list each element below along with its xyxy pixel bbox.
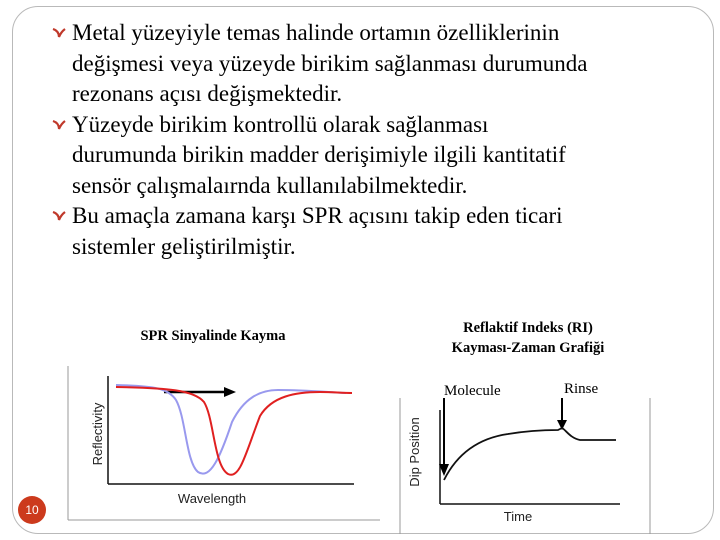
reflectivity-axis-label: Reflectivity — [90, 402, 105, 466]
left-figure-caption: SPR Sinyalinde Kayma — [140, 328, 286, 344]
bullet-line: Yüzeyde birikim kontrollü olarak sağlanması — [72, 111, 489, 137]
bullet-item-2 — [52, 110, 672, 202]
spr-curve-after — [116, 387, 352, 475]
wavelength-axis-label: Wavelength — [177, 491, 247, 506]
right-figure-caption — [408, 318, 648, 358]
bullet-line: sistemler geliştirilmiştir. — [72, 233, 296, 259]
time-axis-label: Time — [503, 509, 533, 524]
bullet-line: Metal yüzeyiyle temas halinde ortamın özelliklerinin — [72, 20, 560, 45]
bullet-icon — [52, 210, 66, 223]
bullet-item-3 — [52, 201, 672, 262]
dip-position-curve — [444, 428, 616, 480]
bullet-line: durumunda birikin madder derişimiyle ilgili kantitatif — [72, 142, 566, 167]
bullet-icon — [52, 119, 66, 132]
right-caption-line-2: Kayması-Zaman Grafiği — [451, 340, 605, 356]
spr-shift-figure — [64, 362, 380, 524]
bullet-line: sensör çalışmalaırnda kullanılabilmektedir. — [72, 172, 468, 198]
bullet-icon — [52, 27, 66, 40]
right-caption-line-1: Reflaktif Indeks (RI) — [463, 320, 593, 336]
dip-position-figure — [398, 398, 654, 534]
dip-position-axis-label: Dip Position — [407, 417, 422, 487]
bullet-list — [52, 18, 672, 262]
slide-number-badge: 10 — [18, 496, 46, 524]
bullet-line: rezonans açısı değişmektedir. — [72, 81, 343, 106]
rinse-label: Rinse — [564, 381, 599, 397]
molecule-label: Molecule — [444, 383, 501, 399]
bullet-line: değişmesi veya yüzeyde birikim sağlanması durumunda — [72, 50, 588, 76]
bullet-line: Bu amaçla zamana karşı SPR açısını takip eden ticari — [72, 203, 563, 228]
spr-curve-before — [116, 385, 346, 474]
bullet-item-1 — [52, 18, 672, 110]
shift-arrow-head — [224, 387, 236, 397]
